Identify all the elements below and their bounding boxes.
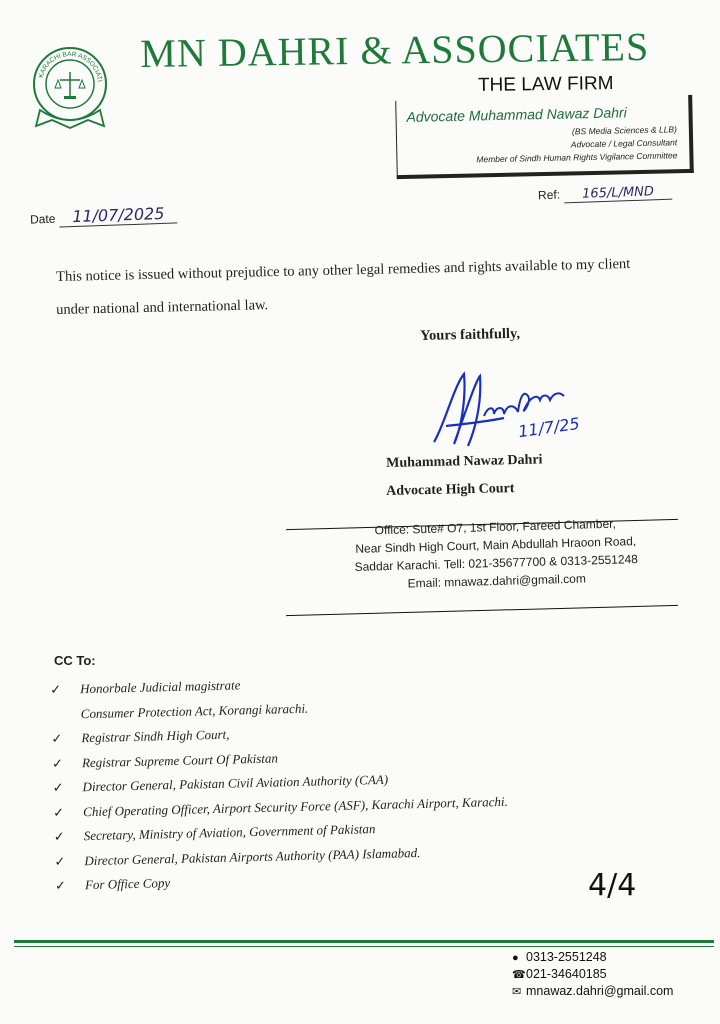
date-value: 11/07/2025 [59,203,178,227]
cc-item: ✓ Registrar Sindh High Court, [51,726,230,746]
office-line-4: Email: mnawaz.dahri@gmail.com [407,571,587,591]
footer-divider-thin [14,946,714,947]
cc-item: ✓ Director General, Pakistan Airports Authority (PAA) Islamabad. [54,844,421,869]
footer-phone: ● 0313-2551248 [512,950,607,964]
check-icon: ✓ [52,804,65,820]
whatsapp-icon: ● [512,952,519,964]
ref-value: 165/L/MND [564,184,672,204]
office-line-1: Office: Sute# O7, 1st Floor, Fareed Chamber, [374,516,617,538]
ref-label: Ref: [537,187,561,203]
cc-item: ✓ Registrar Supreme Court Of Pakistan [51,749,279,771]
role: Advocate / Legal Consultant [570,137,678,150]
footer-divider [14,940,714,943]
cc-item: ✓ For Office Copy [54,875,171,893]
telephone-icon: ☎ [512,969,526,981]
check-icon: ✓ [54,853,66,869]
page-number: 4/4 [588,868,637,903]
cc-title: CC To: [54,653,96,668]
cc-item: Consumer Protection Act, Korangi karachi. [80,700,309,721]
office-line-3: Saddar Karachi. Tell: 021-35677700 & 0313-2551248 [354,552,639,574]
office-address [305,513,687,596]
footer-email: ✉ mnawaz.dahri@gmail.com [512,984,674,998]
check-icon: ✓ [52,779,64,795]
check-icon: ✓ [51,755,64,771]
body-line-1: This notice is issued without prejudice to any other legal remedies and rights available to my client [56,255,631,285]
firm-subtitle: THE LAW FIRM [477,73,614,96]
membership: Member of Sindh Human Rights Vigilance Committee [476,150,678,165]
check-icon: ✓ [51,730,63,746]
envelope-icon: ✉ [512,986,522,998]
cc-item: ✓ Secretary, Ministry of Aviation, Government of Pakistan [53,821,376,844]
credentials: (BS Media Sciences & LLB) [571,124,677,137]
closing: Yours faithfully, [420,325,521,344]
firm-name: MN DAHRI & ASSOCIATES [140,23,650,76]
cc-item: ✓ Honorbale Judicial magistrate [50,677,241,697]
signature-date: 11/7/25 [516,413,581,442]
check-icon: ✓ [54,877,67,893]
cc-item: ✓ Director General, Pakistan Civil Aviation Authority (CAA) [52,771,389,795]
cc-item: ✓ Chief Operating Officer, Airport Security Force (ASF), Karachi Airport, Karachi. [52,793,508,820]
office-line-2: Near Sindh High Court, Main Abdullah Hraoon Road, [355,534,637,556]
office-bottom-divider [286,605,678,616]
date-label: Date [29,211,56,227]
advocate-credentials-box [395,95,694,179]
check-icon: ✓ [53,828,65,844]
date-field [30,203,178,228]
svg-text:KARACHI BAR ASSOCIATION: KARACHI BAR ASSOCIATI [37,50,103,83]
bar-association-seal [30,44,110,138]
signatory-title: Advocate High Court [386,481,515,499]
footer-landline: ☎021-34640185 [512,967,607,981]
body-line-2: under national and international law. [56,297,269,318]
advocate-name: Advocate Muhammad Nawaz Dahri [406,104,627,125]
cc-list [50,671,510,903]
signature [424,366,594,461]
ref-field [538,182,673,205]
check-icon: ✓ [50,681,62,697]
signatory-name: Muhammad Nawaz Dahri [386,452,543,471]
